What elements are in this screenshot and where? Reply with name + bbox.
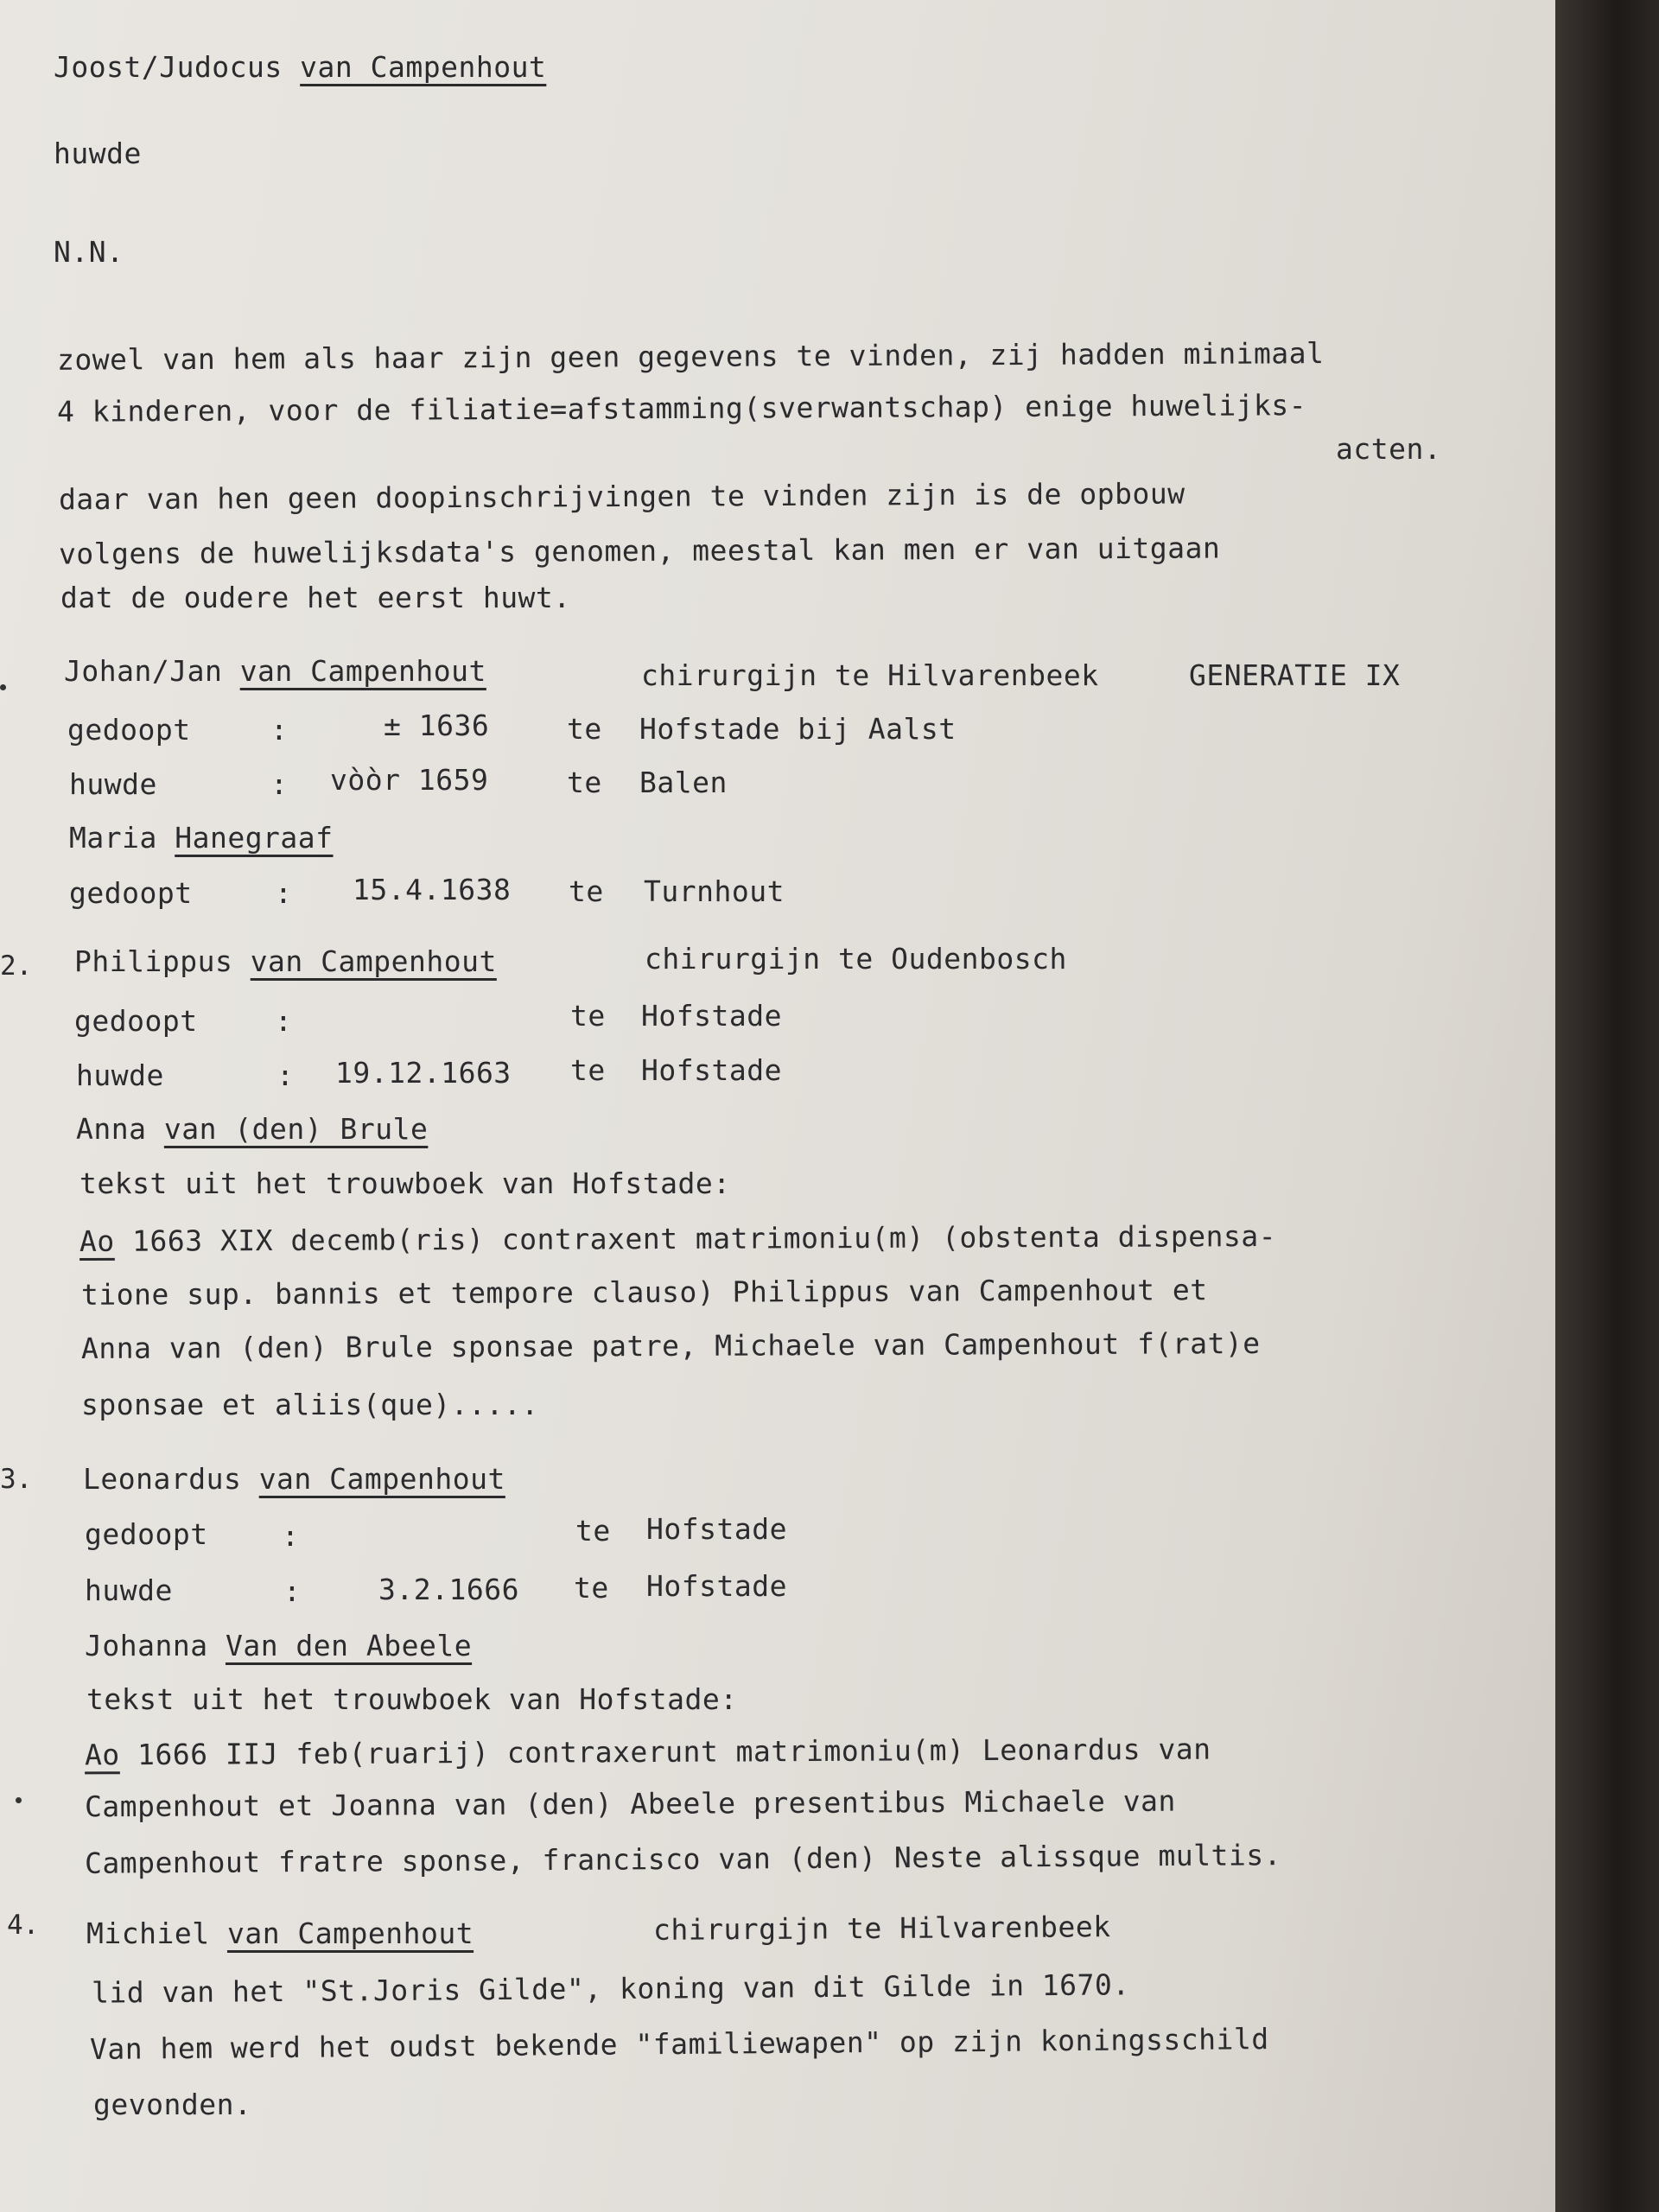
baptized-place: Hofstade [641, 999, 782, 1033]
married-label: huwde [76, 1058, 164, 1092]
ancestor-surname: van Campenhout [300, 50, 547, 84]
intro-line: 4 kinderen, voor de filiatie=afstamming(sverwantschap) enige huwelijks- [56, 388, 1307, 429]
transcript-line: Campenhout et Joanna van (den) Abeele presentibus Michaele van [84, 1783, 1176, 1824]
married-label: huwde [85, 1573, 173, 1607]
margin-dot [16, 1797, 22, 1803]
binder-edge [1555, 0, 1659, 2212]
baptized-label: gedoopt [74, 1004, 198, 1038]
baptized-place: Hofstade [646, 1512, 787, 1546]
baptized-label: gedoopt [67, 713, 191, 747]
transcript-line: sponsae et aliis(que)..... [81, 1388, 539, 1421]
child-number: 3. [0, 1464, 33, 1495]
margin-dot [0, 684, 6, 690]
spouse-baptized-date: 15.4.1638 [353, 873, 512, 906]
married-place: Hofstade [646, 1569, 787, 1603]
baptized-date: ± 1636 [384, 709, 490, 742]
transcript-line: Ao 1663 XIX decemb(ris) contraxent matrimoniu(m) (obstenta dispensa- [79, 1218, 1277, 1259]
married-place: Hofstade [641, 1053, 782, 1087]
intro-line: zowel van hem als haar zijn geen gegevens te vinden, zij hadden minimaal [56, 336, 1325, 377]
married-place: Balen [639, 766, 728, 799]
generation-label: GENERATIE IX [1189, 658, 1401, 692]
married-label: huwde [54, 137, 142, 170]
biography-line: gevonden. [93, 2088, 252, 2121]
child1-spouse: Maria Hanegraaf [69, 821, 334, 855]
married-date: 3.2.1666 [378, 1573, 519, 1606]
transcript-heading: tekst uit het trouwboek van Hofstade: [86, 1682, 738, 1716]
spouse-baptized-place: Turnhout [644, 874, 785, 908]
child4-name: Michiel van Campenhout [86, 1916, 474, 1950]
transcript-line: Campenhout fratre sponse, francisco van (den) Neste alissque multis. [84, 1838, 1282, 1880]
ancestor-name: Joost/Judocus van Campenhout [54, 50, 547, 84]
married-date: 19.12.1663 [335, 1056, 512, 1090]
transcript-line: Ao 1666 IIJ feb(ruarij) contraxerunt matrimoniu(m) Leonardus van [84, 1732, 1211, 1772]
biography-line: Van hem werd het oudst bekende "familiewapen" op zijn koningsschild [89, 2022, 1269, 2066]
child-number: 4. [7, 1910, 40, 1941]
child2-occupation: chirurgijn te Oudenbosch [645, 942, 1067, 976]
transcript-line: Anna van (den) Brule sponsae patre, Michaele van Campenhout f(rat)e [80, 1326, 1261, 1365]
married-date: vòòr 1659 [330, 763, 489, 797]
child3-name: Leonardus van Campenhout [83, 1462, 505, 1496]
intro-line: acten. [1336, 432, 1442, 466]
transcript-line: tione sup. bannis et tempore clauso) Philippus van Campenhout et [80, 1273, 1208, 1312]
intro-line: volgens de huwelijksdata's genomen, meestal kan men er van uitgaan [58, 531, 1221, 571]
spouse-baptized-label: gedoopt [69, 876, 193, 910]
child3-spouse: Johanna Van den Abeele [85, 1629, 473, 1662]
transcript-heading: tekst uit het trouwboek van Hofstade: [79, 1166, 731, 1200]
intro-line: dat de oudere het eerst huwt. [60, 581, 571, 614]
baptized-place: Hofstade bij Aalst [639, 712, 957, 746]
married-label: huwde [69, 767, 157, 801]
child-number: 2. [0, 950, 33, 982]
document-page: Joost/Judocus van Campenhout huwde N.N. zowel van hem als haar zijn geen gegevens te vinden, zij hadden minimaal 4 kinderen, voor de filiatie=afstamming(sverwantschap) enige huwelijks- acten. daar van hen geen doopinschrijvingen te vinden zijn is de opbouw volgens de huwelijksdata's genomen, meestal kan men er van uitgaan dat de oudere het eerst huwt. Johan/Jan van Campenhout chirurgijn te Hilvarenbeek GENERATIE IX gedoopt : ± 1636 te Hofstade bij Aalst huwde : vòòr 1659 te Balen Maria Hanegraaf gedoopt : 15.4.1638 te Turnhout 2. Philippus van Campenhout chirurgijn te Oudenbosch gedoopt : te Hofstade huwde : 19.12.1663 te Hofstade Anna van (den) Brule tekst uit het trouwboek van Hofstade: Ao 1663 XIX decemb(ris) contraxent matrimoniu(m) (obstenta dispensa- tione sup. bannis et tempore clauso) Philippus van Campenhout et Anna van (den) Brule sponsae patre, Michaele van Campenhout f(rat)e sponsae et aliis(que)..... 3. Leonardus van Campenhout gedoopt : te Hofstade huwde : 3.2.1666 te Hofstade Johanna Van den Abeele tekst uit het trouwboek van Hofstade: Ao 1666 IIJ feb(ruarij) contraxerunt matrimoniu(m) Leonardus van Campenhout et Joanna van (den) Abeele presentibus Michaele van Campenhout fratre sponse, francisco van (den) Neste alissque multis. 4. Michiel van Campenhout chirurgijn te Hilvarenbeek lid van het "St.Joris Gilde", koning van dit Gilde in 1670. Van hem werd het oudst bekende "familiewapen" op zijn koningsschild gevonden. [0, 0, 1555, 2212]
child4-occupation: chirurgijn te Hilvarenbeek [652, 1910, 1111, 1947]
baptized-label: gedoopt [85, 1517, 208, 1551]
intro-line: daar van hen geen doopinschrijvingen te vinden zijn is de opbouw [58, 476, 1185, 517]
child1-name: Johan/Jan van Campenhout [64, 654, 486, 688]
spouse-name: N.N. [54, 235, 124, 269]
child1-occupation: chirurgijn te Hilvarenbeek [641, 658, 1099, 692]
child2-name: Philippus van Campenhout [74, 944, 497, 978]
biography-line: lid van het "St.Joris Gilde", koning van dit Gilde in 1670. [91, 1967, 1130, 2010]
child2-spouse: Anna van (den) Brule [76, 1112, 429, 1146]
